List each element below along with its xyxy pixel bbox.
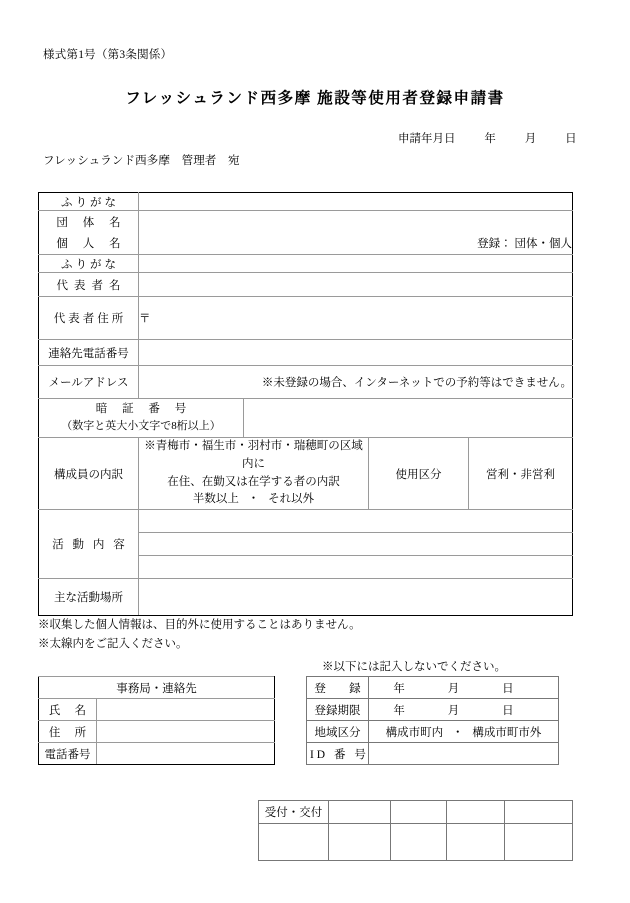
- reception-body-cell-1[interactable]: [259, 824, 329, 861]
- id-number-field[interactable]: [369, 743, 559, 765]
- table-row: [39, 399, 573, 438]
- pin-label-sub: （数字と英大小文字で8桁以上）: [61, 420, 221, 433]
- table-row: [307, 743, 559, 765]
- table-row: [39, 510, 573, 533]
- members-option-separator: ・: [247, 493, 260, 506]
- reception-header-cell-2[interactable]: [391, 801, 447, 824]
- application-date-label: 申請年月日: [398, 133, 456, 145]
- registration-expiry-label: 登録期限: [307, 699, 369, 721]
- activity-field-1[interactable]: [139, 510, 573, 533]
- table-row: [39, 579, 573, 616]
- members-option-half[interactable]: 半数以上: [192, 493, 239, 506]
- office-table-header: 事務局・連絡先: [39, 677, 275, 699]
- month-unit: 月: [524, 133, 537, 145]
- official-use-table: [306, 676, 559, 765]
- furigana-rep-field[interactable]: [139, 255, 573, 273]
- activity-field-3[interactable]: [139, 556, 573, 579]
- reception-header-cell-1[interactable]: [329, 801, 391, 824]
- rep-name-field[interactable]: [139, 273, 573, 297]
- table-row: [307, 699, 559, 721]
- reg-year-unit: 年: [393, 682, 405, 695]
- reception-header-cell-4[interactable]: [505, 801, 573, 824]
- email-field[interactable]: [139, 366, 573, 399]
- exp-day-unit: 日: [502, 704, 514, 717]
- main-place-field[interactable]: [139, 579, 573, 616]
- table-row: [39, 255, 573, 273]
- table-row: [39, 699, 275, 721]
- table-row: [259, 801, 573, 824]
- office-name-label: 氏 名: [39, 699, 97, 721]
- do-not-fill-note: ※以下には記入しないでください。: [322, 661, 506, 673]
- office-contact-table: [38, 676, 275, 765]
- pin-field[interactable]: [244, 399, 573, 438]
- members-note-line1: ※青梅市・福生市・羽村市・瑞穂町の区域内に: [144, 440, 363, 470]
- table-row: [39, 193, 573, 211]
- email-label: メールアドレス: [39, 366, 139, 399]
- year-unit: 年: [484, 133, 496, 145]
- table-row: [39, 438, 573, 510]
- reg-month-unit: 月: [447, 682, 460, 695]
- table-row: [39, 721, 275, 743]
- reception-body-cell-3[interactable]: [391, 824, 447, 861]
- members-note[interactable]: [139, 438, 369, 510]
- area-division-field[interactable]: [369, 721, 559, 743]
- members-option-other[interactable]: それ以外: [268, 493, 315, 506]
- usage-division-value[interactable]: 営利・非営利: [469, 438, 573, 510]
- office-address-field[interactable]: [97, 721, 275, 743]
- area-division-label: 地域区分: [307, 721, 369, 743]
- table-row: [307, 677, 559, 699]
- table-row: [39, 297, 573, 340]
- office-phone-field[interactable]: [97, 743, 275, 765]
- main-place-label: 主な活動場所: [39, 579, 139, 616]
- area-option-inside[interactable]: 構成市町内: [385, 726, 444, 739]
- personal-name-label: 個 人 名: [39, 232, 139, 255]
- furigana-rep-label: ふりがな: [39, 255, 139, 273]
- email-note: ※未登録の場合、インターネットでの予約等はできません。: [261, 377, 572, 389]
- table-row: [39, 232, 573, 255]
- rep-address-label: 代表者住所: [39, 297, 139, 340]
- usage-division-label: 使用区分: [369, 438, 469, 510]
- pin-label: [39, 399, 244, 438]
- day-unit: 日: [565, 133, 577, 145]
- members-label: 構成員の内訳: [39, 438, 139, 510]
- form-notes: [38, 616, 361, 654]
- reg-day-unit: 日: [502, 682, 514, 695]
- org-name-label: 団 体 名: [39, 211, 139, 233]
- rep-name-label: 代表者名: [39, 273, 139, 297]
- registration-type[interactable]: 登録： 団体・個人: [139, 232, 573, 255]
- reception-body-cell-2[interactable]: [329, 824, 391, 861]
- bold-line-note: ※太線内をご記入ください。: [38, 637, 188, 650]
- activity-label: 活 動 内 容: [39, 510, 139, 579]
- furigana-org-label: ふりがな: [39, 193, 139, 211]
- reception-body-cell-5[interactable]: [505, 824, 573, 861]
- activity-field-2[interactable]: [139, 533, 573, 556]
- application-date-line: [398, 130, 577, 146]
- postal-mark-icon: 〒: [139, 313, 151, 325]
- registration-date-field[interactable]: [369, 677, 559, 699]
- reception-header: 受付・交付: [259, 801, 329, 824]
- office-phone-label: 電話番号: [39, 743, 97, 765]
- table-row: [39, 366, 573, 399]
- pin-label-main: 暗 証 番 号: [95, 402, 193, 415]
- table-row: [39, 677, 275, 699]
- exp-month-unit: 月: [447, 704, 460, 717]
- addressee: フレッシュランド西多摩 管理者 宛: [43, 155, 240, 167]
- phone-field[interactable]: [139, 340, 573, 366]
- reception-header-cell-3[interactable]: [447, 801, 505, 824]
- area-option-separator: ・: [452, 726, 464, 739]
- reception-body-cell-4[interactable]: [447, 824, 505, 861]
- applicant-table: [38, 192, 573, 616]
- form-code: 様式第1号（第3条関係）: [43, 49, 173, 61]
- exp-year-unit: 年: [393, 704, 405, 717]
- members-note-line2: 在住、在勤又は在学する者の内訳: [167, 475, 340, 488]
- office-name-field[interactable]: [97, 699, 275, 721]
- office-address-label: 住 所: [39, 721, 97, 743]
- furigana-org-field[interactable]: [139, 193, 573, 211]
- id-number-label: ID 番 号: [307, 743, 369, 765]
- table-row: [39, 273, 573, 297]
- table-row: [39, 211, 573, 233]
- registration-expiry-field[interactable]: [369, 699, 559, 721]
- table-row: [39, 743, 275, 765]
- page-title: フレッシュランド西多摩 施設等使用者登録申請書: [125, 90, 505, 107]
- privacy-note: ※収集した個人情報は、目的外に使用することはありません。: [38, 619, 361, 631]
- members-note-line3: [139, 491, 368, 509]
- table-row: [259, 824, 573, 861]
- org-name-field[interactable]: [139, 211, 573, 233]
- reception-table: [258, 800, 573, 861]
- phone-label: 連絡先電話番号: [39, 340, 139, 366]
- registration-date-label: 登 録: [307, 677, 369, 699]
- table-row: [307, 721, 559, 743]
- area-option-outside[interactable]: 構成市町市外: [472, 726, 542, 739]
- rep-address-field[interactable]: [139, 297, 573, 340]
- table-row: [39, 340, 573, 366]
